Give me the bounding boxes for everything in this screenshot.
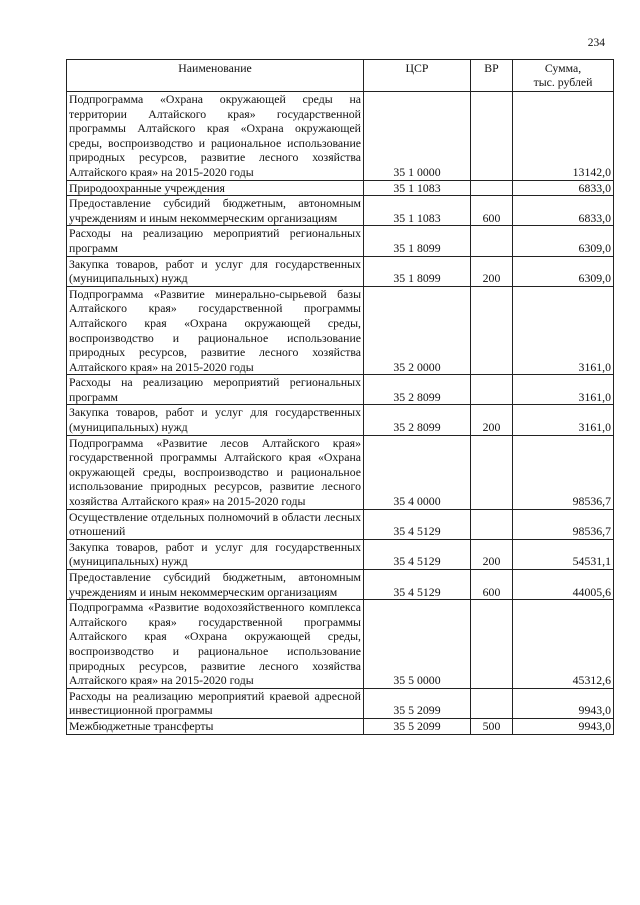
row-sum: 54531,1 — [513, 539, 614, 569]
row-csr: 35 2 0000 — [364, 286, 471, 375]
row-sum: 3161,0 — [513, 375, 614, 405]
header-sum-line1: Сумма, — [544, 61, 582, 75]
table-header-row — [67, 60, 614, 92]
row-vr — [471, 226, 513, 256]
row-sum: 6309,0 — [513, 256, 614, 286]
row-sum: 3161,0 — [513, 286, 614, 375]
row-vr: 600 — [471, 570, 513, 600]
row-vr: 200 — [471, 539, 513, 569]
row-vr — [471, 286, 513, 375]
table-row — [67, 375, 614, 405]
row-csr: 35 1 1083 — [364, 196, 471, 226]
table-row — [67, 92, 614, 181]
row-name: Подпрограмма «Развитие лесов Алтайского края» государственной программы Алтайского края «Охрана окружающей среды, воспроизводство и рациональное использование природных ресурсов, развитие лесного хозяйства Алтайского края» на 2015-2020 годы — [67, 435, 364, 509]
row-sum: 45312,6 — [513, 600, 614, 689]
page-number: 234 — [587, 37, 605, 49]
row-sum: 6833,0 — [513, 180, 614, 196]
row-csr: 35 5 0000 — [364, 600, 471, 689]
row-name: Предоставление субсидий бюджетным, автономным учреждениям и иным некоммерческим организациям — [67, 196, 364, 226]
table-row — [67, 600, 614, 689]
row-sum: 13142,0 — [513, 92, 614, 181]
row-name: Закупка товаров, работ и услуг для государственных (муниципальных) нужд — [67, 405, 364, 435]
row-name: Подпрограмма «Развитие водохозяйственного комплекса Алтайского края» государственной программы Алтайского края «Охрана окружающей среды, воспроизводство и рациональное использование природных ресурсов, развитие лесного хозяйства Алтайского края» на 2015-2020 годы — [67, 600, 364, 689]
header-sum-line2: тыс. рублей — [533, 75, 593, 89]
row-csr: 35 1 8099 — [364, 256, 471, 286]
row-vr: 200 — [471, 405, 513, 435]
table-row — [67, 570, 614, 600]
header-sum — [513, 60, 614, 92]
table-row — [67, 435, 614, 509]
row-vr — [471, 375, 513, 405]
row-csr: 35 2 8099 — [364, 375, 471, 405]
header-csr: ЦСР — [364, 60, 471, 92]
row-vr — [471, 92, 513, 181]
row-csr: 35 2 8099 — [364, 405, 471, 435]
table-row — [67, 539, 614, 569]
table-row — [67, 718, 614, 734]
row-csr: 35 5 2099 — [364, 718, 471, 734]
row-sum: 9943,0 — [513, 718, 614, 734]
row-csr: 35 4 5129 — [364, 539, 471, 569]
row-csr: 35 1 0000 — [364, 92, 471, 181]
row-vr — [471, 600, 513, 689]
row-sum: 6309,0 — [513, 226, 614, 256]
row-name: Закупка товаров, работ и услуг для государственных (муниципальных) нужд — [67, 256, 364, 286]
table-row — [67, 286, 614, 375]
row-csr: 35 4 0000 — [364, 435, 471, 509]
row-name: Подпрограмма «Развитие минерально-сырьевой базы Алтайского края» государственной программы Алтайского края «Охрана окружающей среды, воспроизводство и рациональное использование природных ресурсов, развитие лесного хозяйства Алтайского края» на 2015-2020 годы — [67, 286, 364, 375]
row-sum: 98536,7 — [513, 509, 614, 539]
table-row — [67, 688, 614, 718]
row-vr — [471, 180, 513, 196]
row-vr: 500 — [471, 718, 513, 734]
table-row — [67, 226, 614, 256]
row-name: Природоохранные учреждения — [67, 180, 364, 196]
row-name: Расходы на реализацию мероприятий региональных программ — [67, 226, 364, 256]
row-vr — [471, 435, 513, 509]
row-name: Подпрограмма «Охрана окружающей среды на территории Алтайского края» государственной программы Алтайского края «Охрана окружающей среды, воспроизводство и рациональное использование природных ресурсов, развитие лесного хозяйства Алтайского края» на 2015-2020 годы — [67, 92, 364, 181]
table-row — [67, 180, 614, 196]
row-csr: 35 1 8099 — [364, 226, 471, 256]
table-row — [67, 405, 614, 435]
row-vr — [471, 509, 513, 539]
row-csr: 35 4 5129 — [364, 570, 471, 600]
budget-table — [66, 59, 614, 735]
row-name: Закупка товаров, работ и услуг для государственных (муниципальных) нужд — [67, 539, 364, 569]
row-vr — [471, 688, 513, 718]
row-csr: 35 1 1083 — [364, 180, 471, 196]
table-row — [67, 256, 614, 286]
row-sum: 44005,6 — [513, 570, 614, 600]
row-sum: 3161,0 — [513, 405, 614, 435]
header-vr: ВР — [471, 60, 513, 92]
row-vr: 600 — [471, 196, 513, 226]
row-name: Межбюджетные трансферты — [67, 718, 364, 734]
row-name: Осуществление отдельных полномочий в области лесных отношений — [67, 509, 364, 539]
row-sum: 6833,0 — [513, 196, 614, 226]
row-sum: 9943,0 — [513, 688, 614, 718]
row-name: Расходы на реализацию мероприятий региональных программ — [67, 375, 364, 405]
row-sum: 98536,7 — [513, 435, 614, 509]
row-name: Предоставление субсидий бюджетным, автономным учреждениям и иным некоммерческим организациям — [67, 570, 364, 600]
header-name: Наименование — [67, 60, 364, 92]
row-vr: 200 — [471, 256, 513, 286]
table-row — [67, 196, 614, 226]
row-name: Расходы на реализацию мероприятий краевой адресной инвестиционной программы — [67, 688, 364, 718]
row-csr: 35 5 2099 — [364, 688, 471, 718]
row-csr: 35 4 5129 — [364, 509, 471, 539]
table-row — [67, 509, 614, 539]
